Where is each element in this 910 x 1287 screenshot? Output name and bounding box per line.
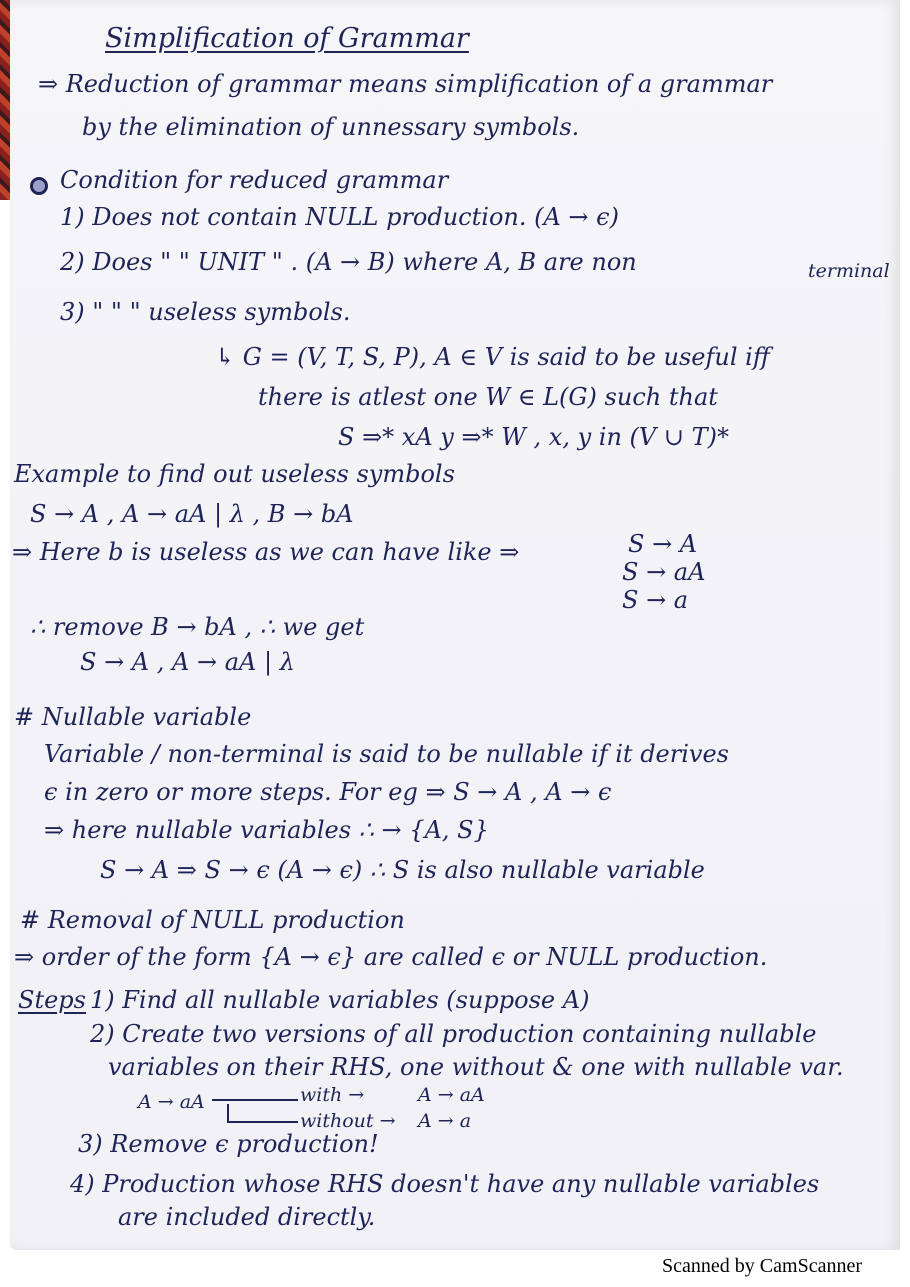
steps-label: Steps	[18, 986, 86, 1014]
intro-line-1: ⇒ Reduction of grammar means simplification of a grammar	[38, 70, 773, 98]
example-without-label: without →	[300, 1110, 396, 1132]
useful-definition-2: there is atlest one W ∈ L(G) such that	[258, 383, 718, 411]
nullable-line-2: ϵ in zero or more steps. For eg ⇒ S → A , A → ϵ	[44, 778, 612, 806]
example-lhs: A → aA	[138, 1091, 205, 1113]
example-heading: Example to find out useless symbols	[14, 460, 455, 488]
example-with-result: A → aA	[418, 1084, 485, 1106]
intro-line-2: by the elimination of unnessary symbols.	[82, 113, 580, 141]
condition-2: 2) Does " " UNIT " . (A → B) where A, B are non	[60, 248, 637, 276]
remove-result: S → A , A → aA | λ	[80, 648, 295, 676]
step-4b: are included directly.	[118, 1203, 376, 1231]
page-title: Simplification of Grammar	[105, 23, 469, 54]
nullable-line-3: ⇒ here nullable variables ∴ → {A, S}	[44, 816, 489, 844]
nullable-line-1: Variable / non-terminal is said to be nullable if it derives	[44, 740, 729, 768]
example-note: ⇒ Here b is useless as we can have like ⇒	[12, 538, 520, 566]
removal-heading: # Removal of NULL production	[20, 906, 405, 934]
derivation-2: S → aA	[622, 558, 706, 586]
derivation-1: S → A	[628, 530, 698, 558]
step-1: 1) Find all nullable variables (suppose A)	[90, 986, 590, 1014]
derivation-3: S → a	[622, 586, 689, 614]
example-with-label: with →	[300, 1084, 365, 1106]
nullable-line-4: S → A ⇒ S → ϵ (A → ϵ) ∴ S is also nullable variable	[100, 856, 705, 884]
conditions-heading: Condition for reduced grammar	[60, 166, 449, 194]
step-3: 3) Remove ϵ production!	[78, 1130, 379, 1158]
step-2a: 2) Create two versions of all production containing nullable	[90, 1020, 817, 1048]
scanner-watermark: Scanned by CamScanner	[662, 1255, 862, 1277]
removal-line-1: ⇒ order of the form {A → ϵ} are called ϵ or NULL production.	[14, 943, 768, 971]
example-without-result: A → a	[418, 1110, 472, 1132]
condition-1: 1) Does not contain NULL production. (A → ϵ)	[60, 203, 619, 231]
step-4a: 4) Production whose RHS doesn't have any nullable variables	[70, 1170, 820, 1198]
remove-line: ∴ remove B → bA , ∴ we get	[30, 613, 365, 641]
useful-definition-1: ↳ G = (V, T, S, P), A ∈ V is said to be useful iff	[215, 343, 770, 371]
example-rules: S → A , A → aA | λ , B → bA	[30, 500, 354, 528]
useful-definition-3: S ⇒* xA y ⇒* W , x, y in (V ∪ T)*	[338, 423, 729, 451]
condition-3: 3) " " " useless symbols.	[60, 298, 351, 326]
nullable-heading: # Nullable variable	[14, 703, 252, 731]
step-2b: variables on their RHS, one without & one with nullable var.	[108, 1053, 844, 1081]
condition-2-continued: terminal	[808, 260, 890, 282]
